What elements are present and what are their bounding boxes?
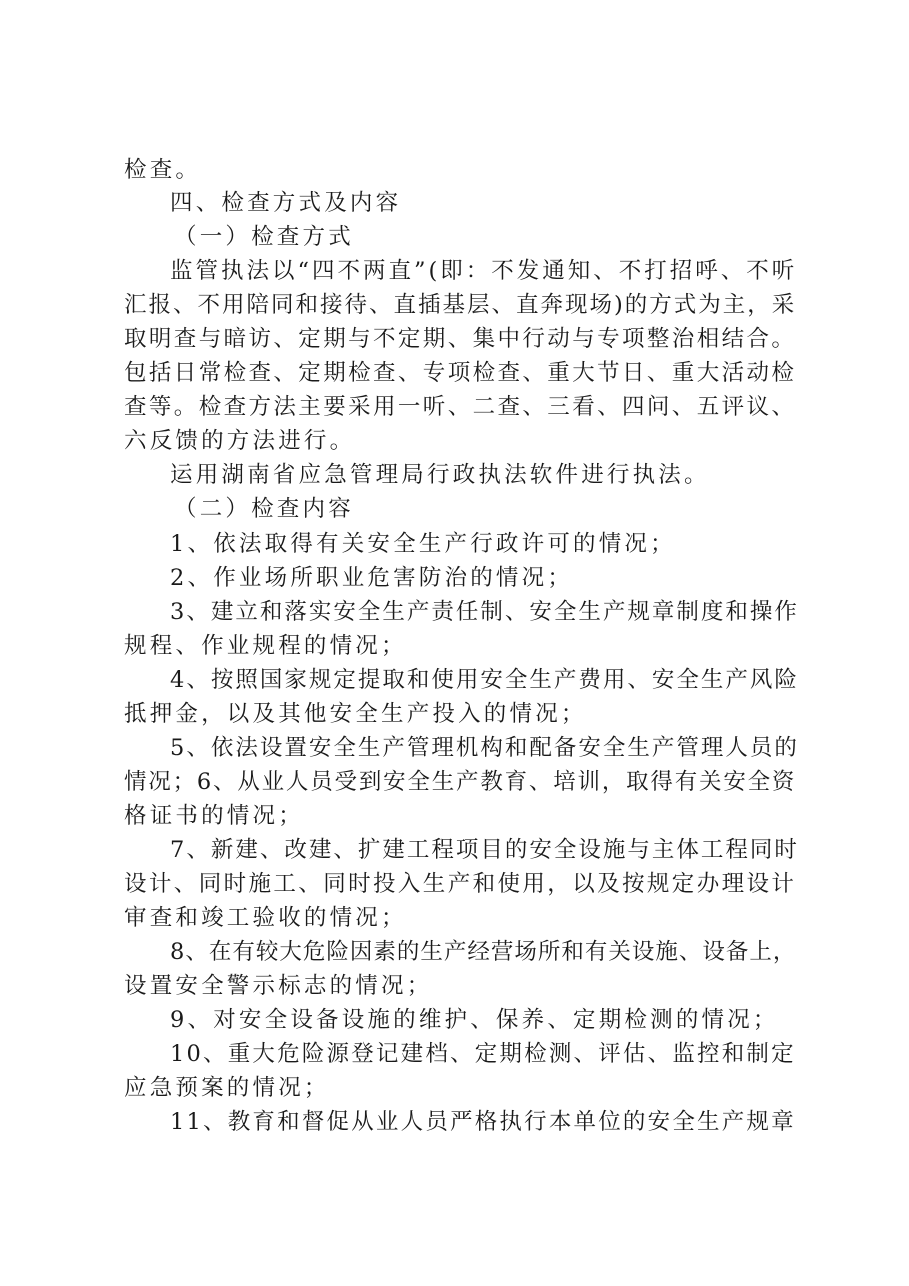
list-item: 11、教育和督促从业人员严格执行本单位的安全生产规章 (170, 1109, 796, 1135)
list-item: 3、建立和落实安全生产责任制、安全生产规章制度和操作 (170, 599, 799, 625)
text-line: 审查和竣工验收的情况； (124, 905, 407, 931)
list-item: 10、重大危险源登记建档、定期检测、评估、监控和制定 (170, 1041, 796, 1067)
text-line: 规程、作业规程的情况； (124, 633, 407, 659)
text-line: 抵押金，以及其他安全生产投入的情况； (124, 701, 587, 727)
text-line: 设计、同时施工、同时投入生产和使用，以及按规定办理设计 (124, 871, 797, 897)
text-line: 监管执法以“四不两直”(即：不发通知、不打招呼、不听 (170, 258, 798, 284)
text-line: 情况；6、从业人员受到安全生产教育、培训，取得有关安全资 (124, 769, 797, 795)
subsection-heading: （二）检查内容 (174, 496, 354, 522)
text-line: 汇报、不用陪同和接待、直插基层、直奔现场)的方式为主，采 (124, 292, 797, 318)
list-item: 9、对安全设备设施的维护、保养、定期检测的情况； (170, 1007, 779, 1033)
text-line: 格证书的情况； (124, 803, 304, 829)
list-item: 7、新建、改建、扩建工程项目的安全设施与主体工程同时 (170, 837, 799, 863)
subsection-heading: （一）检查方式 (174, 224, 354, 250)
text-line: 包括日常检查、定期检查、专项检查、重大节日、重大活动检 (124, 360, 797, 386)
section-heading: 四、检查方式及内容 (170, 190, 402, 216)
text-line: 六反馈的方法进行。 (124, 428, 356, 454)
text-line: 取明查与暗访、定期与不定期、集中行动与专项整治相结合。 (124, 326, 797, 352)
list-item: 8、在有较大危险因素的生产经营场所和有关设施、设备上， (170, 939, 797, 965)
text-line: 应急预案的情况； (124, 1075, 330, 1101)
text-line: 检查。 (124, 157, 202, 183)
text-line: 运用湖南省应急管理局行政执法软件进行执法。 (170, 462, 710, 488)
list-item: 5、依法设置安全生产管理机构和配备安全生产管理人员的 (170, 735, 799, 761)
text-line: 查等。检查方法主要采用一听、二查、三看、四问、五评议、 (124, 394, 797, 420)
text-line: 设置安全警示标志的情况； (124, 973, 433, 999)
list-item: 4、按照国家规定提取和使用安全生产费用、安全生产风险 (170, 667, 799, 693)
list-item: 1、依法取得有关安全生产行政许可的情况； (170, 531, 676, 557)
list-item: 2、作业场所职业危害防治的情况； (170, 565, 574, 591)
